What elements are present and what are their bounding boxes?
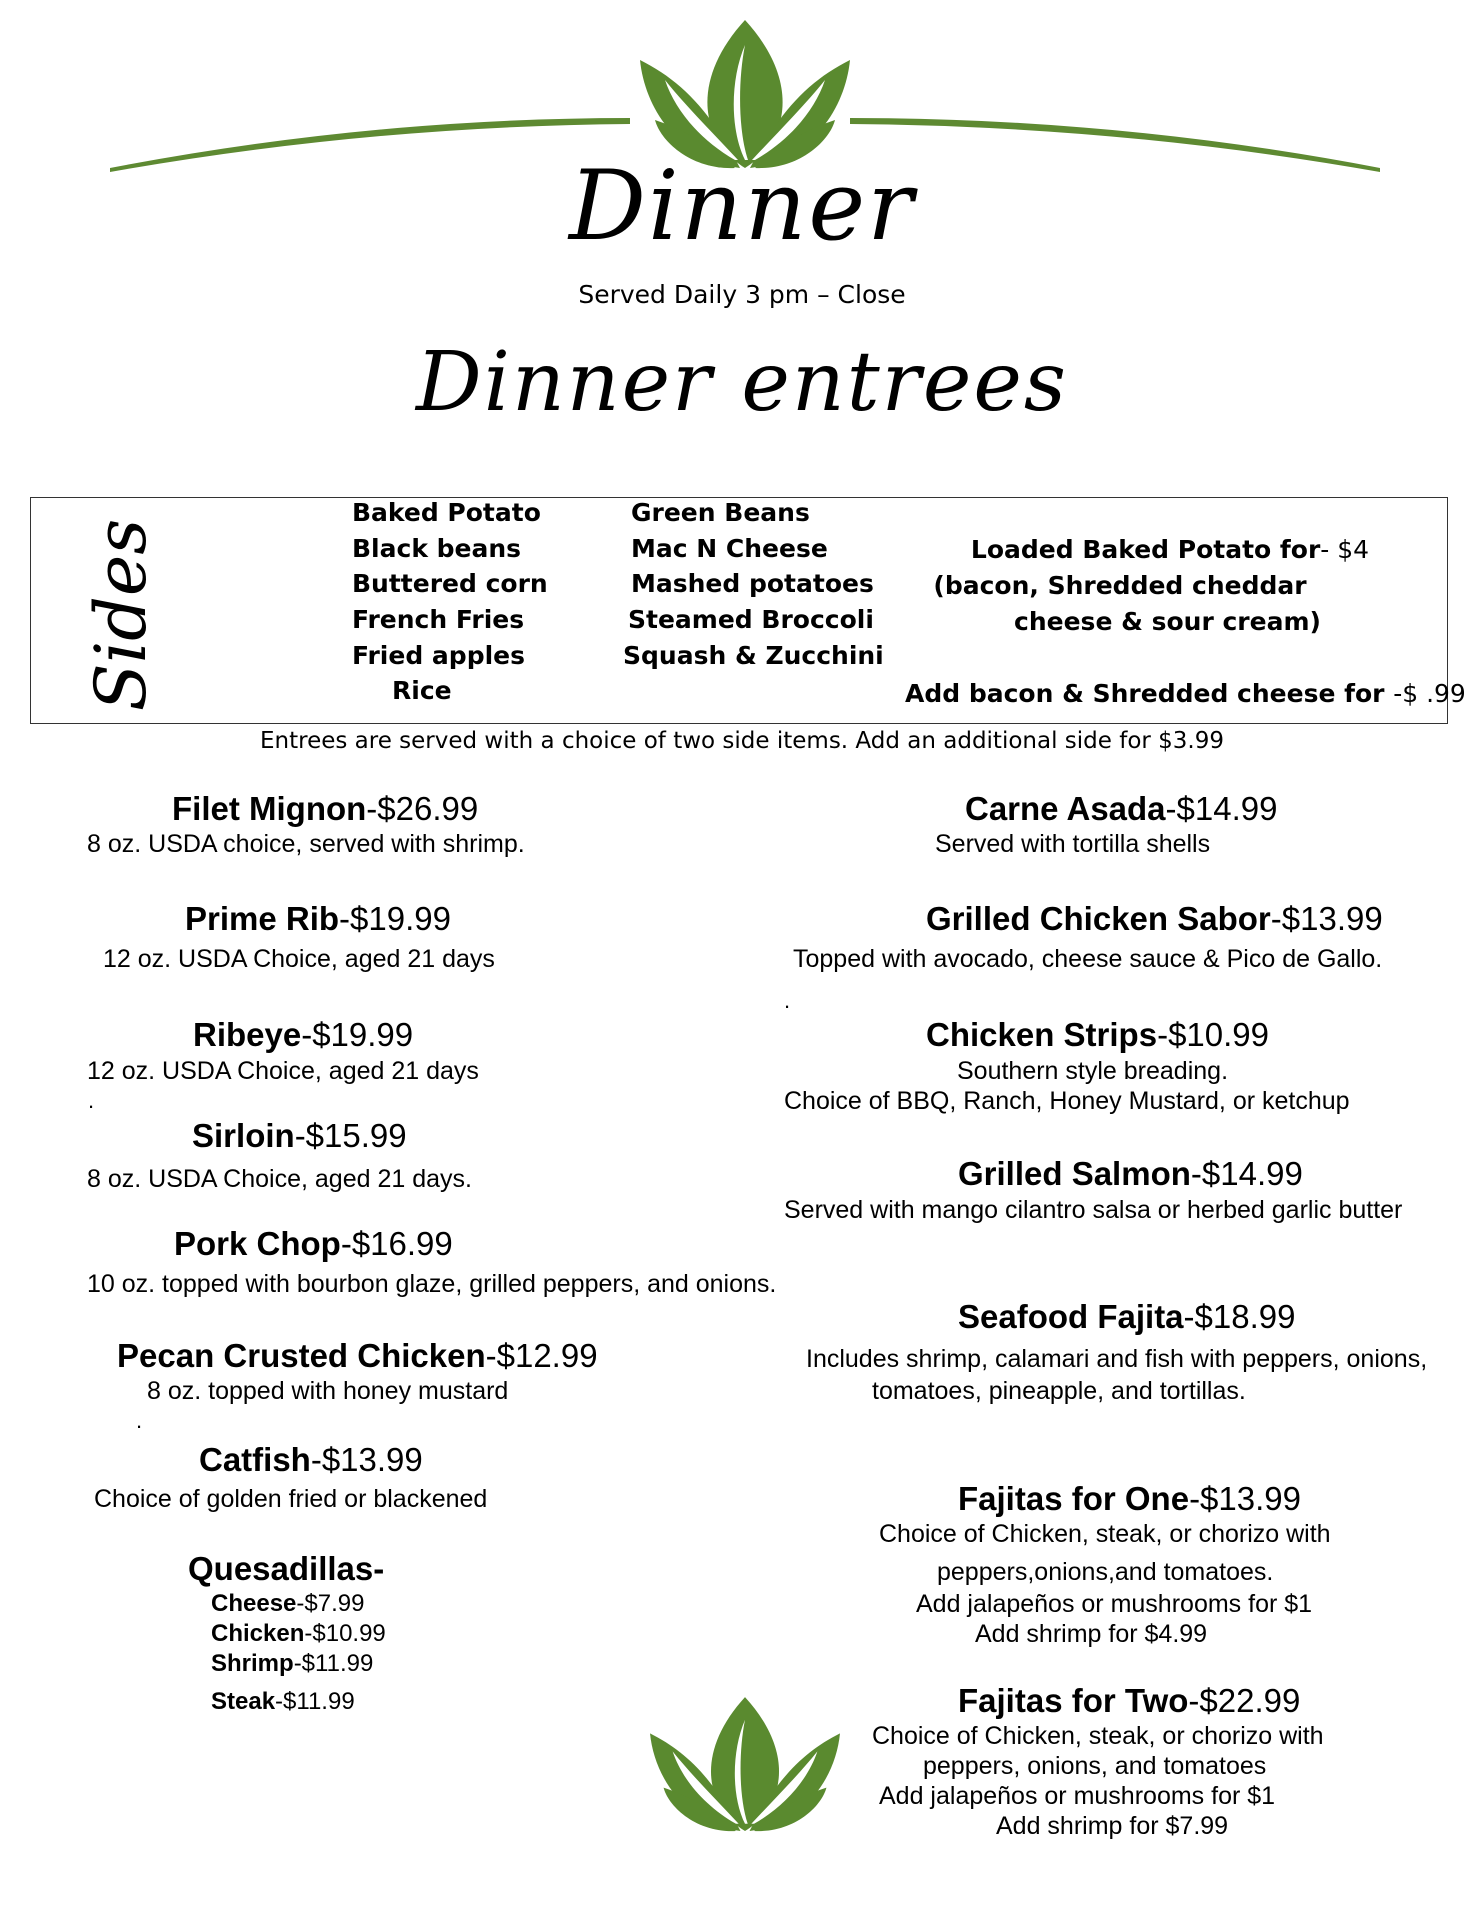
menu-item-name: Chicken Strips-$10.99 bbox=[926, 1016, 1270, 1053]
quesadilla-option: Steak-$11.99 bbox=[211, 1688, 355, 1715]
menu-item-desc: Choice of Chicken, steak, or chorizo with bbox=[879, 1520, 1331, 1548]
menu-item-desc: Topped with avocado, cheese sauce & Pico de Gallo. bbox=[793, 945, 1383, 973]
menu-item-desc: peppers, onions, and tomatoes bbox=[923, 1752, 1267, 1780]
lotus-logo-bottom-icon bbox=[650, 1690, 840, 1840]
menu-item-desc: Choice of BBQ, Ranch, Honey Mustard, or ketchup bbox=[784, 1087, 1350, 1115]
side-item: Squash & Zucchini bbox=[623, 641, 884, 670]
served-hours: Served Daily 3 pm – Close bbox=[578, 280, 906, 309]
addon-price: -$ .99 bbox=[1393, 679, 1466, 708]
addon-label: Add bacon & Shredded cheese for bbox=[905, 679, 1394, 708]
stray-dot: . bbox=[784, 988, 791, 1013]
loaded-potato-label: Loaded Baked Potato for bbox=[970, 535, 1321, 564]
addon-line bbox=[905, 676, 1466, 712]
menu-item-name: Grilled Salmon-$14.99 bbox=[958, 1155, 1303, 1192]
menu-item-desc: Add shrimp for $7.99 bbox=[996, 1812, 1229, 1840]
menu-item-desc: Add jalapeños or mushrooms for $1 bbox=[879, 1782, 1276, 1810]
side-item: Baked Potato bbox=[352, 498, 541, 527]
menu-item-name: Ribeye-$19.99 bbox=[193, 1016, 414, 1053]
side-item: Green Beans bbox=[631, 498, 810, 527]
side-item: Mac N Cheese bbox=[631, 534, 828, 563]
menu-item-name: Carne Asada-$14.99 bbox=[965, 790, 1278, 827]
menu-item-name: Fajitas for One-$13.99 bbox=[958, 1480, 1301, 1517]
menu-item-name: Catfish-$13.99 bbox=[199, 1441, 423, 1478]
menu-item-name: Pork Chop-$16.99 bbox=[174, 1225, 453, 1262]
menu-item-desc: peppers,onions,and tomatoes. bbox=[937, 1558, 1274, 1586]
menu-item-name: Quesadillas- bbox=[188, 1550, 385, 1587]
loaded-potato-desc: cheese & sour cream) bbox=[1014, 607, 1321, 636]
side-item: Steamed Broccoli bbox=[628, 605, 874, 634]
sides-note: Entrees are served with a choice of two side items. Add an additional side for $3.99 bbox=[259, 728, 1224, 754]
side-item: Rice bbox=[392, 676, 452, 705]
menu-item-desc: 8 oz. USDA Choice, aged 21 days. bbox=[87, 1165, 472, 1193]
sides-title: Sides bbox=[80, 518, 162, 712]
side-item: Black beans bbox=[352, 534, 522, 563]
lotus-logo-icon bbox=[640, 20, 850, 170]
side-item: Fried apples bbox=[352, 641, 525, 670]
page-title: Dinner bbox=[568, 150, 916, 262]
side-item: Buttered corn bbox=[352, 569, 548, 598]
menu-item-desc: Southern style breading. bbox=[957, 1057, 1229, 1085]
menu-item-desc: 10 oz. topped with bourbon glaze, grilled peppers, and onions. bbox=[87, 1270, 777, 1298]
menu-item-name: Grilled Chicken Sabor-$13.99 bbox=[926, 900, 1383, 937]
menu-item-desc: Add shrimp for $4.99 bbox=[975, 1620, 1208, 1648]
loaded-potato-price: - $4 bbox=[1320, 535, 1370, 564]
side-item: Mashed potatoes bbox=[631, 569, 874, 598]
loaded-potato-desc: (bacon, Shredded cheddar bbox=[933, 571, 1307, 600]
menu-item-desc: 12 oz. USDA Choice, aged 21 days bbox=[87, 1057, 479, 1085]
menu-item-name: Prime Rib-$19.99 bbox=[185, 900, 451, 937]
menu-item-desc: tomatoes, pineapple, and tortillas. bbox=[872, 1377, 1246, 1405]
section-title: Dinner entrees bbox=[415, 335, 1068, 430]
side-item: French Fries bbox=[352, 605, 525, 634]
menu-item-name: Seafood Fajita-$18.99 bbox=[958, 1298, 1296, 1335]
stray-dot: . bbox=[88, 1088, 95, 1113]
menu-item-desc: Choice of Chicken, steak, or chorizo with bbox=[872, 1722, 1324, 1750]
stray-dot: . bbox=[136, 1408, 143, 1433]
menu-item-desc: 8 oz. USDA choice, served with shrimp. bbox=[87, 830, 525, 858]
menu-item-desc: 12 oz. USDA Choice, aged 21 days bbox=[103, 945, 495, 973]
quesadilla-option: Shrimp-$11.99 bbox=[211, 1650, 374, 1677]
menu-item-name: Fajitas for Two-$22.99 bbox=[958, 1682, 1301, 1719]
menu-item-desc: Served with mango cilantro salsa or herbed garlic butter bbox=[784, 1196, 1403, 1224]
menu-item-desc: Add jalapeños or mushrooms for $1 bbox=[916, 1590, 1313, 1618]
menu-item-name: Pecan Crusted Chicken-$12.99 bbox=[117, 1337, 598, 1374]
menu-item-name: Filet Mignon-$26.99 bbox=[172, 790, 479, 827]
quesadilla-option: Chicken-$10.99 bbox=[211, 1620, 386, 1647]
menu-item-name: Sirloin-$15.99 bbox=[192, 1117, 407, 1154]
menu-item-desc: Served with tortilla shells bbox=[935, 830, 1211, 858]
quesadilla-option: Cheese-$7.99 bbox=[211, 1590, 365, 1617]
loaded-potato bbox=[920, 532, 1420, 568]
menu-item-desc: Includes shrimp, calamari and fish with peppers, onions, bbox=[806, 1345, 1428, 1373]
menu-item-desc: 8 oz. topped with honey mustard bbox=[147, 1377, 509, 1405]
menu-item-desc: Choice of golden fried or blackened bbox=[94, 1485, 488, 1513]
